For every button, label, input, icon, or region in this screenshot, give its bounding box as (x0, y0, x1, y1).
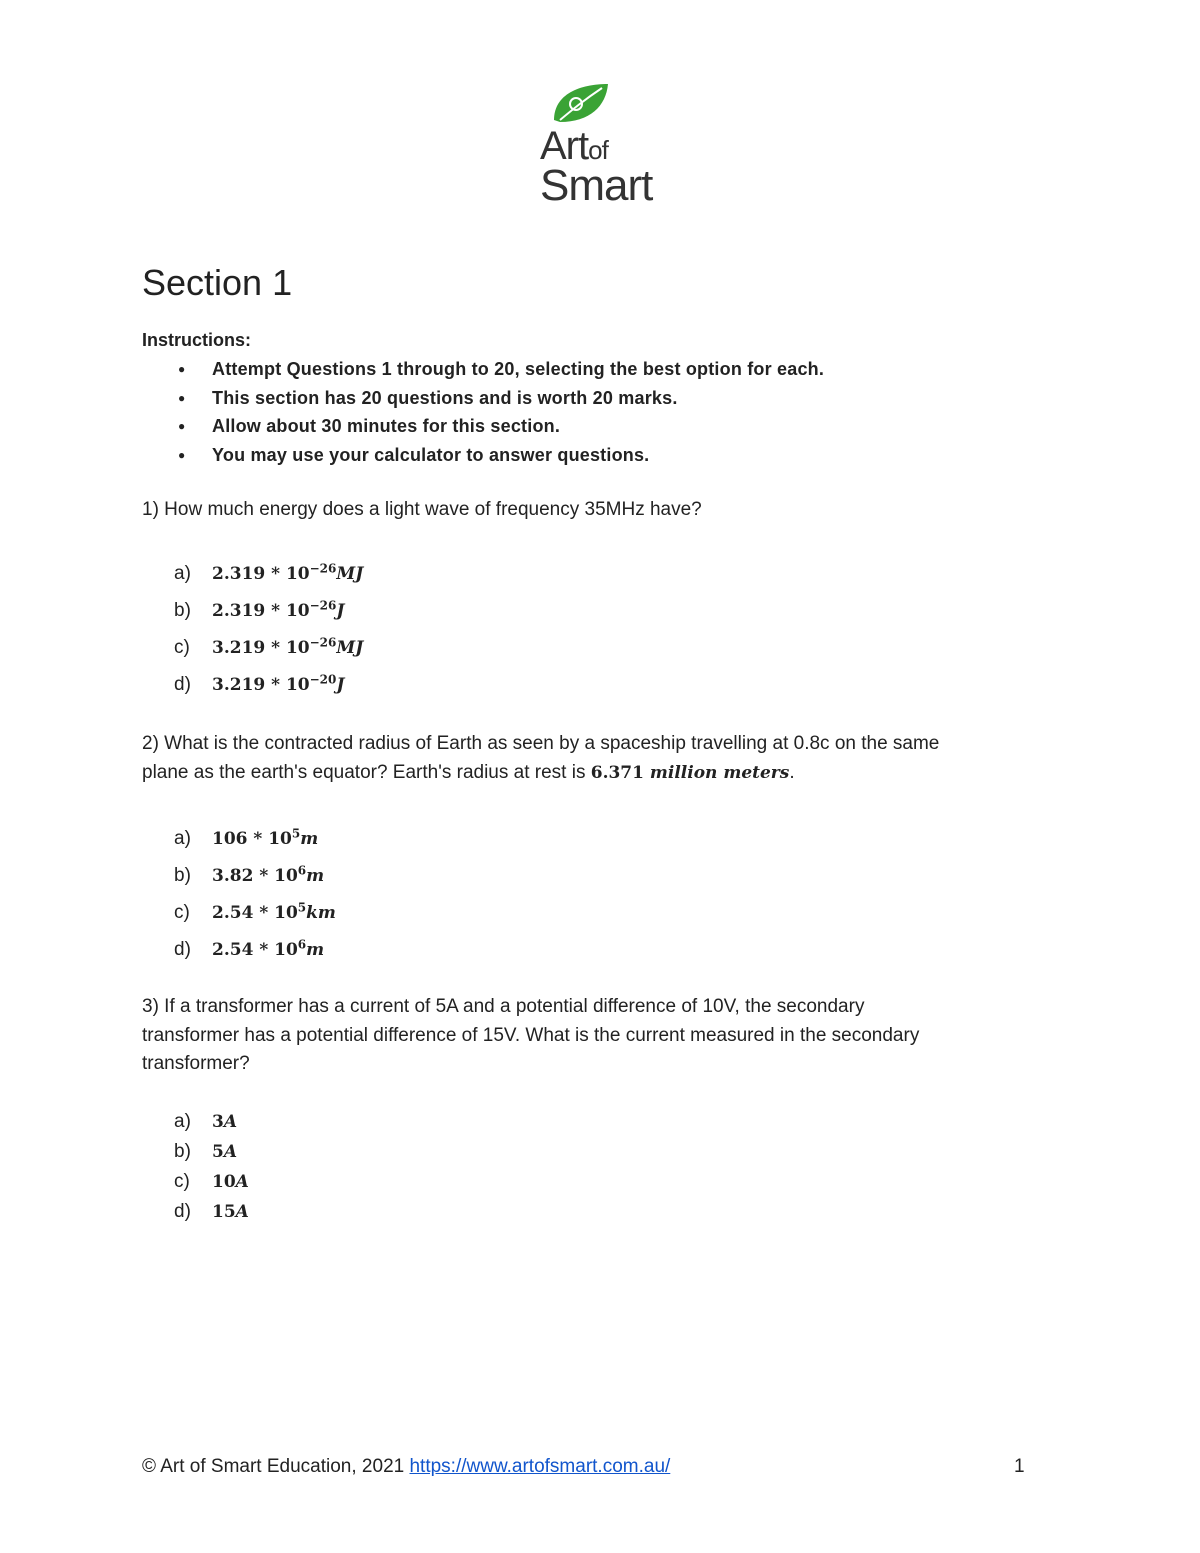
section-title: Section 1 (142, 262, 293, 303)
option-c: c) 10A (174, 1171, 249, 1192)
question-1-text: 1) How much energy does a light wave of frequency 35MHz have? (142, 499, 702, 520)
page-number: 1 (1014, 1456, 1025, 1477)
option-c: c) $2.54 * 10^5km$ (174, 900, 336, 923)
option-d: d) 15A (174, 1201, 249, 1222)
option-a: a) $2.319 * 10^{-26}MJ$ (174, 561, 364, 584)
question-3-text: 3) If a transformer has a current of 5A and a potential difference of 10V, the secondary transformer has a potential difference of 15V. What is the current measured in the secondary transformer? (142, 996, 920, 1074)
footer (142, 1456, 1032, 1478)
option-b: b) 5A (174, 1141, 238, 1162)
question-1-options (174, 555, 363, 703)
option-d: d) $3.219 * 10^{-20}J$ (174, 672, 345, 695)
option-b: b) $2.319 * 10^{-26}J$ (174, 598, 345, 621)
option-a: a) 3A (174, 1111, 238, 1132)
instruction-item: ● You may use your calculator to answer questions. (142, 441, 824, 470)
instructions-label: Instructions: (142, 330, 252, 350)
instruction-item: ● This section has 20 questions and is worth 20 marks. (142, 384, 824, 413)
footer-link[interactable]: https://www.artofsmart.com.au/ (409, 1456, 671, 1477)
question-3-options (174, 1107, 249, 1227)
option-c: c) $3.219 * 10^{-26}MJ$ (174, 635, 364, 658)
logo-text-art: Art (540, 124, 589, 168)
logo-text-of: of (588, 135, 608, 165)
instructions-list (142, 355, 824, 470)
footer-copyright: © Art of Smart Education, 2021 (142, 1456, 410, 1477)
logo-text-smart: Smart (540, 161, 653, 210)
art-of-smart-logo (540, 80, 670, 210)
option-a: a) $106 * 10^5m$ (174, 826, 319, 849)
question-2-text: 2) What is the contracted radius of Earth as seen by a spaceship travelling at 0.8c on the same plane as the earth's equator? Earth's radius at rest is 6.371 million meters. (142, 733, 940, 783)
leaf-icon (550, 80, 612, 126)
question-2-options (174, 820, 336, 968)
option-b: b) $3.82 * 10^6m$ (174, 863, 325, 886)
option-d: d) $2.54 * 10^6m$ (174, 937, 325, 960)
instruction-item: ● Attempt Questions 1 through to 20, selecting the best option for each. (142, 355, 824, 384)
instruction-item: ● Allow about 30 minutes for this section. (142, 412, 824, 441)
